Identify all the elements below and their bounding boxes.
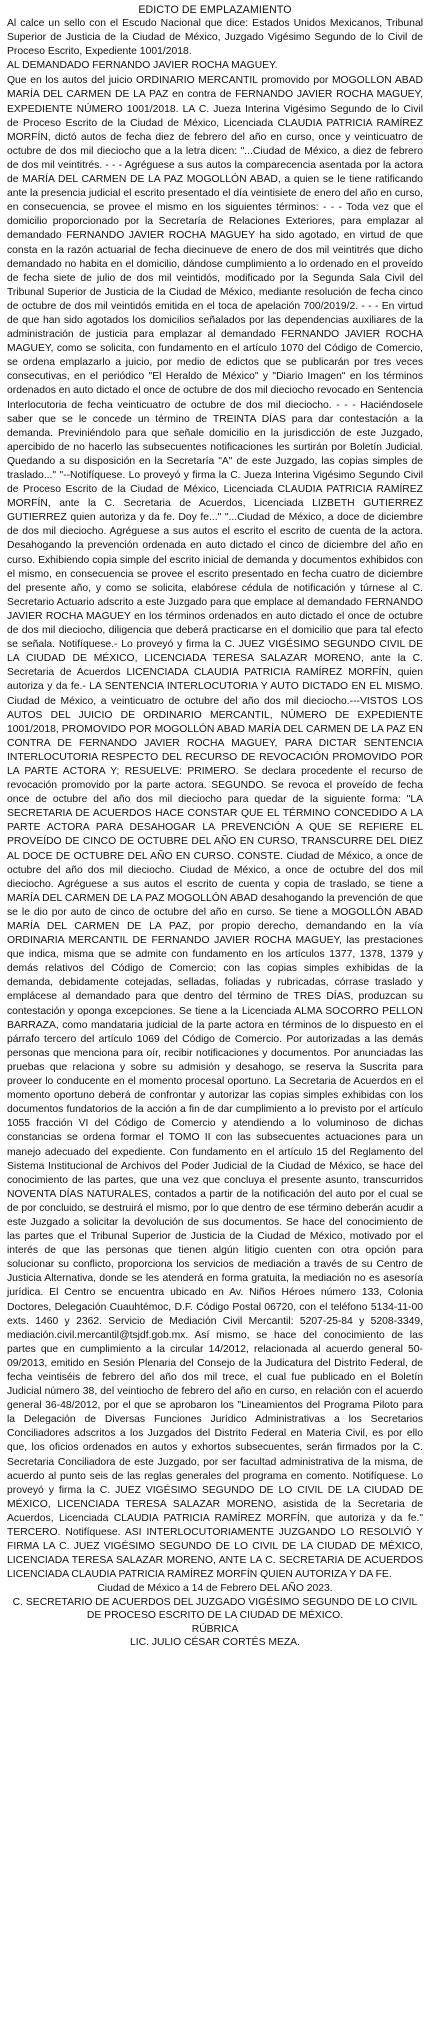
addressee-line: AL DEMANDADO FERNANDO JAVIER ROCHA MAGUEY. <box>7 60 278 72</box>
signer-role: C. SECRETARIO DE ACUERDOS DEL JUZGADO VIGÉSIMO SEGUNDO DE LO CIVIL DE PROCESO ESCRITO DE LA CIUDAD DE MÉXICO. <box>12 1596 418 1622</box>
signature-block <box>7 1582 423 1649</box>
signer-name: LIC. JULIO CÉSAR CORTÉS MEZA. <box>130 1637 300 1649</box>
closing-date: Ciudad de México a 14 de Febrero DEL AÑO 2023. <box>97 1583 333 1595</box>
rubrica-label: RÚBRICA <box>191 1623 239 1635</box>
notice-body: Que en los autos del juicio ORDINARIO MERCANTIL promovido por MOGOLLON ABAD MARÍA DEL CARMEN DE LA PAZ en contra de FERNANDO JAVIER ROCHA MAGUEY, EXPEDIENTE NÚMERO 1001/2018. LA C. Jueza Interina Vigésimo Segundo de lo Civil de Proceso Escrito de la Ciudad de México, Licenciada CLAUDIA PATRICIA RAMÍREZ MORFÍN, dictó autos de fecha diez de febrero del año en curso, once y veinticuatro de octubre de dos mil dieciocho que a la letra dicen: "...Ciudad de México, a diez de febrero de dos mil veintitrés. - - - Agréguese a sus autos la comparecencia asentada por la actora de MARÍA DEL CARMEN DE LA PAZ MOGOLLÓN ABAD, a quien se le tiene ratificando ante la presencia judicial el escrito presentado el día veintisiete de enero del año en curso, en consecuencia, se provee el mismo en los siguientes términos: - - - Toda vez que el domicilio proporcionado por la Secretaría de Relaciones Exteriores, para emplazar al demandado FERNANDO JAVIER ROCHA MAGUEY ha sido agotado, en virtud de que consta en la razón actuarial de fecha diecinueve de enero de dos mil veintitrés que dicho demandado no habita en el domicilio, dándose cumplimiento a lo ordenado en el proveído de fecha siete de julio de dos mil veintidós, modificado por la Segunda Sala Civil del Tribunal Superior de Justicia de la Ciudad de México, mediante resolución de fecha cinco de octubre de dos mil veintidós emitida en el toca de apelación 700/2019/2. - - - En virtud de que han sido agotados los domicilios señalados por las dependencias auxiliares de la administración de justicia para emplazar al demandado FERNANDO JAVIER ROCHA MAGUEY, como se solicita, con fundamento en el artículo 1070 del Código de Comercio, se ordena emplazarlo a juicio, por medio de edictos que se publicarán por tres veces consecutivas, en el periódico "El Heraldo de México" y "Diario Imagen" en los términos ordenados en auto dictado el once de octubre de dos mil dieciocho revocado en Sentencia Interlocutoria de fecha veinticuatro de octubre de dos mil dieciocho. - - - Haciéndosele saber que se le concede un término de TREINTA DÍAS para dar contestación a la demanda. Previniéndolo para que señale domicilio en la jurisdicción de este Juzgado, apercibido de no hacerlo las subsecuentes notificaciones les surtirán por Boletín Judicial. Quedando a su disposición en la Secretaría "A" de este Juzgado, las copias simples de traslado..." "--Notifíquese. Lo proveyó y firma la C. Jueza Interina Vigésimo Segundo Civil de Proceso Escrito de la Ciudad de México, Licenciada CLAUDIA PATRICIA RAMÍREZ MORFÍN, ante la C. Secretaria de Acuerdos, Licenciada LIZBETH GUTIERREZ GUTIERREZ quien autoriza y da fe. Doy fe..." "...Ciudad de México, a doce de diciembre de dos mil dieciocho. Agréguese a sus autos el escrito el escrito de cuenta de la actora. Desahogando la prevención ordenada en auto dictado el cinco de diciembre del año en curso. Exhibiendo copia simple del escrito inicial de demanda y documentos exhibidos con el mismo, en consecuencia se provee el escrito presentado en fecha cuatro de diciembre del presente año, y como se solicita, elabórese cédula de notificación y túrnese al C. Secretario Actuario adscrito a este Juzgado para que emplace al demandado FERNANDO JAVIER ROCHA MAGUEY en los términos ordenados en auto dictado el once de octubre de dos mil dieciocho, diligencia que deberá practicarse en el domicilio que para tal efecto se señala. Notifíquese.- Lo proveyó y firma la C. JUEZ VIGÉSIMO SEGUNDO CIVIL DE LA CIUDAD DE MÉXICO, LICENCIADA TERESA SALAZAR MORENO, ante la C. Secretaria de Acuerdos LICENCIADA CLAUDIA PATRICIA RAMÍREZ MORFÍN, quien autoriza y da fe.- LA SENTENCIA INTERLOCUTORIA Y AUTO DICTADO EN EL MISMO. Ciudad de México, a veinticuatro de octubre del año dos mil dieciocho.---VISTOS LOS AUTOS DEL JUICIO DE ORDINARIO MERCANTIL, NÚMERO DE EXPEDIENTE 1001/2018, PROMOVIDO POR MOGOLLÓN ABAD MARÍA DEL CARMEN DE LA PAZ EN CONTRA DE FERNANDO JAVIER ROCHA MAGUEY, PARA DICTAR SENTENCIA INTERLOCUTORIA RESPECTO DEL RECURSO DE REVOCACIÓN PROMOVIDO POR LA PARTE ACTORA Y; RESUELVE: PRIMERO. Se declara procedente el recurso de revocación promovido por la parte actora. SEGUNDO. Se revoca el proveído de fecha once de octubre del año dos mil dieciocho para quedar de la siguiente forma: "LA SECRETARIA DE ACUERDOS HACE CONSTAR QUE EL TÉRMINO CONCEDIDO A LA PARTE ACTORA PARA DESAHOGAR LA PREVENCIÓN A QUE SE REFIERE EL PROVEÍDO DE CINCO DE OCTUBRE DEL AÑO EN CURSO, TRANSCURRE DEL DIEZ AL DOCE DE OCTUBRE DEL AÑO EN CURSO. CONSTE. Ciudad de México, a once de octubre del año dos mil dieciocho. Ciudad de México, a once de octubre del dos mil dieciocho. Agréguese a sus autos el escrito de cuenta y copia de traslado, se tiene a MARÍA DEL CARMEN DE LA PAZ MOGOLLÓN ABAD desahogando la prevención de que se le dio por auto de cinco de octubre del año en curso. Se tiene a MOGOLLÓN ABAD MARÍA DEL CARMEN DE LA PAZ, por propio derecho, demandando en la vía ORDINARIA MERCANTIL DE FERNANDO JAVIER ROCHA MAGUEY, las prestaciones que indica, misma que se admite con fundamento en los artículos 1377, 1378, 1379 y demás relativos del Código de Comercio; con las copias simples exhibidas de la demanda, debidamente cotejadas, selladas, foliadas y rubricadas, córrase traslado y emplácese al demandado para que dentro del término de TRES DÍAS, produzcan su contestación y oponga excepciones. Se tiene a la Licenciada ALMA SOCORRO PELLON BARRAZA, como mandataria judicial de la parte actora en términos de lo dispuesto en el párrafo tercero del artículo 1069 del Código de Comercio. Por autorizadas a las demás personas que menciona para oír, recibir notificaciones y documentos. Por anunciadas las pruebas que relaciona y sobre su admisión y desahogo, se reserva la Suscrita para proveer lo conducente en el momento procesal oportuno. La Secretaria de Acuerdos en el momento oportuno deberá de confrontar y autorizar las copias simples exhibidas con los documentos fundatorios de la acción a fin de dar cumplimiento a lo previsto por el artículo 1055 fracción VI del Código de Comercio y atendiendo a lo voluminoso de dichas constancias se ordena formar el TOMO II con las subsecuentes actuaciones para un manejo adecuado del expediente. Con fundamento en el artículo 15 del Reglamento del Sistema Institucional de Archivos del Poder Judicial de la Ciudad de México, se hace del conocimiento de las partes, que una vez que concluya el presente asunto, transcurridos NOVENTA DÍAS NATURALES, contados a partir de la notificación del auto por el cual se de por concluido, se destruirá el mismo, por lo que dentro de ese término deberán acudir a este Juzgado a solicitar la devolución de sus documentos. Se hace del conocimiento de las partes que el Tribunal Superior de Justicia de la Ciudad de México, motivado por el interés de que las personas que tienen algún litigio cuenten con otra opción para solucionar su conflicto, proporciona los servicios de mediación a través de su Centro de Justicia Alternativa, donde se les atenderá en forma gratuita, la mediación no es asesoría jurídica. El Centro se encuentra ubicado en Av. Niños Héroes número 133, Colonia Doctores, Delegación Cuauhtémoc, D.F. Código Postal 06720, con el teléfono 5134-11-00 exts. 1460 y 2362. Servicio de Mediación Civil Mercantil: 5207-25-84 y 5208-3349, mediación.civil.mercantil@tsjdf.gob.mx. Así mismo, se hace del conocimiento de las partes que en cumplimiento a la circular 14/2012, relacionada al acuerdo general 50-09/2013, emitido en Sesión Plenaria del Consejo de la Judicatura del Distrito Federal, de fecha veintiséis de febrero del año dos mil trece, el cual fue publicado en el Boletín Judicial número 38, del veintiocho de febrero del año en curso, en relación con el acuerdo general 36-48/2012, por el que se aprobaron los "Lineamientos del Programa Piloto para la Delegación de Diversas Funciones Jurídico Administrativas a los Secretarios Conciliadores adscritos a los Juzgados del Distrito Federal en Materia Civil, es por ello que, los oficios ordenados en autos y exhortos subsecuentes, serán firmados por la C. Secretaria Conciliadora de este Juzgado, por ser facultad administrativa de la misma, de acuerdo al punto seis de las reglas generales del programa en comento. Notifíquese. Lo proveyó y firma la C. JUEZ VIGÉSIMO SEGUNDO DE LO CIVIL DE LA CIUDAD DE MÉXICO, LICENCIADA TERESA SALAZAR MORENO, asistida de la Secretaria de Acuerdos, Licenciada CLAUDIA PATRICIA RAMÍREZ MORFÍN, que autoriza y da fe." TERCERO. Notifíquese. ASI INTERLOCUTORIAMENTE JUZGANDO LO RESOLVIÓ Y FIRMA LA C. JUEZ VIGÉSIMO SEGUNDO DE LO CIVIL DE LA CIUDAD DE MÉXICO, LICENCIADA TERESA SALAZAR MORENO, ANTE LA C. SECRETARIA DE ACUERDOS LICENCIADA CLAUDIA PATRICIA RAMÍREZ MORFÍN QUIEN AUTORIZA Y DA FE. <box>7 75 423 1581</box>
seal-description: Al calce un sello con el Escudo Nacional que dice: Estados Unidos Mexicanos, Tribunal Superior de Justicia de la Ciudad de México, Juzgado Vigésimo Segundo de lo Civil de Proceso Escrito, Expediente 1001/2018. <box>7 18 423 58</box>
notice-title: EDICTO DE EMPLAZAMIENTO <box>138 4 292 16</box>
